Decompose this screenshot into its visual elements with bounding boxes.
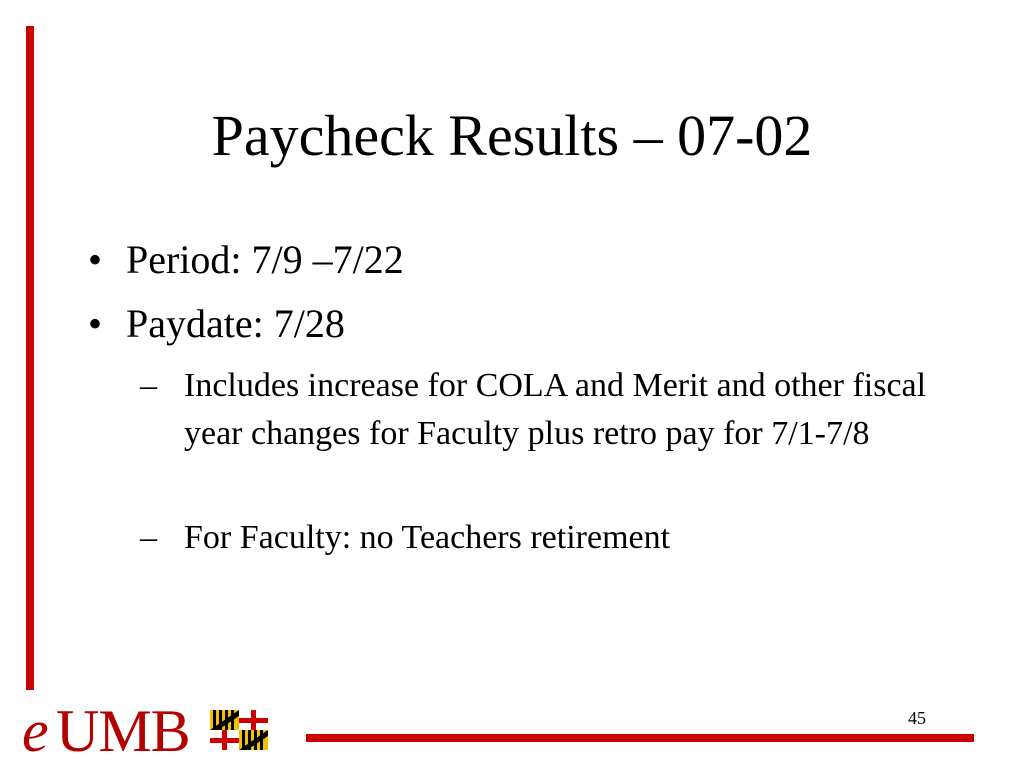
bullet-marker: • <box>88 301 103 346</box>
sub-bullet-marker: – <box>140 519 157 556</box>
slide-title: Paycheck Results – 07-02 <box>211 103 813 168</box>
bullet-text-paydate: Paydate: 7/28 <box>126 301 345 346</box>
bullet-text-period: Period: 7/9 –7/22 <box>126 237 404 282</box>
bottom-accent-bar <box>306 734 974 742</box>
sub-bullet-marker: – <box>140 367 157 404</box>
maryland-flag-icon <box>210 710 268 750</box>
logo-e: e <box>22 698 49 764</box>
logo-umb: UMB <box>56 698 190 764</box>
sub-bullet-text-retirement: For Faculty: no Teachers retirement <box>184 519 671 556</box>
eumb-logo <box>16 696 286 764</box>
page-number: 45 <box>908 708 926 728</box>
sub-bullet-text-cola: Includes increase for COLA and Merit and other fiscal year changes for Faculty plus retro pay for 7/1-7/8 <box>184 367 927 452</box>
bullet-marker: • <box>88 237 103 282</box>
